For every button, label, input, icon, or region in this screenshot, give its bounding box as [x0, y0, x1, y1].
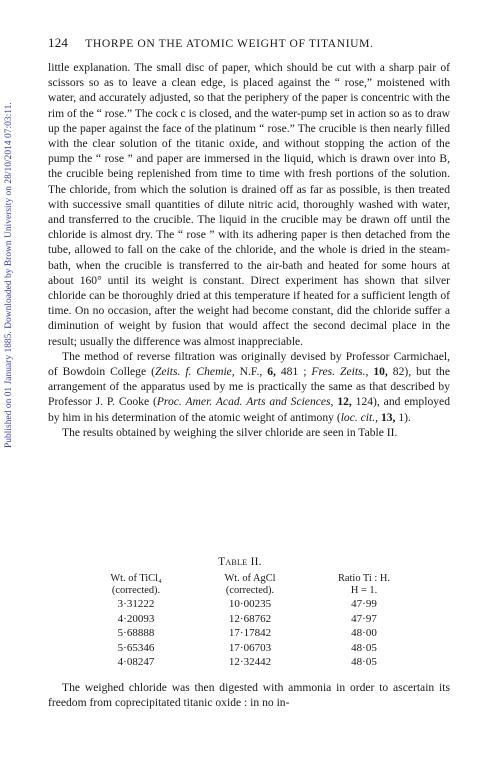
table-cell: 5·68888 — [117, 627, 155, 640]
results-table — [88, 573, 412, 670]
table-cell: 3·31222 — [117, 598, 155, 610]
running-header — [48, 35, 448, 51]
citation-volume: 12, — [337, 395, 352, 409]
table-cell: 12·68762 — [228, 612, 272, 625]
table-cell: 5·65346 — [117, 641, 155, 654]
text-run: The method of reverse filtration was originally devised by Professor Carmichael, of Bowdoin College ( — [48, 349, 450, 379]
text-run: 82), but the arrangement of the apparatus used by me is practically the same as that described by Professor J. P. Cooke ( — [48, 365, 450, 409]
table-cell: 48·05 — [351, 656, 377, 669]
table-header-row — [88, 573, 412, 597]
citation-volume: 13, — [380, 410, 396, 424]
table-cell: 48·05 — [351, 641, 377, 654]
paragraph-table-intro: The results obtained by weighing the silver chloride are seen in Table II. — [62, 425, 398, 439]
table-cell: 47·99 — [351, 598, 377, 610]
header-line: (corrected). — [225, 585, 275, 596]
header-line: H = 1. — [350, 585, 378, 596]
table-caption — [0, 556, 480, 568]
paragraph-procedure: little explanation. The small disc of paper, which should be cut with a sharp pair of scissors so as to leave a clean edge, is placed against the “ rose,” moistened with water, and accurately adjusted, so that the periphery of the paper is concentric with the rim of the “ rose.” The cock c is closed, and the water-pump set in action so as to draw up the paper against the face of the platinum “ rose.” The crucible is then nearly filled with the clear solution of the titanic oxide, and without stopping the action of the pump the “ rose ” and paper are immersed in the liquid, which is drawn over into B, the crucible being replenished from time to time with fresh portions of the solution. The chloride, from which the solution is drained off as far as possible, is then treated with successive small quantities of dilute nitric acid, thoroughly washed with water, and transferred to the crucible. The liquid in the crucible may be drawn off until the chloride is almost dry. The “ rose ” with its adhering paper is then detached from the tube, allowed to fall on the cake of the chloride, and the whole is dried in the steam-bath, when the crucible is transferred to the air-bath and heated for some hours at about 160° until its weight is constant. Direct experiment has shown that silver chloride can be thoroughly dried at this temperature if heated for a sufficient length of time. On no occasion, after the weight had become constant, did the chloride suffer a diminution of weight by fusion that would affect the second decimal place in the result; usually the difference was almost inappreciable. — [48, 61, 450, 348]
table-row — [88, 597, 412, 612]
header-line: Wt. of AgCl — [224, 573, 276, 584]
running-title: THORPE ON THE ATOMIC WEIGHT OF TITANIUM. — [85, 37, 374, 50]
page-number: 124 — [48, 35, 69, 50]
table-cell: 12·32442 — [228, 656, 272, 669]
table-row — [88, 641, 412, 656]
table-cell: 17·06703 — [228, 641, 272, 654]
column-header-ratio — [316, 573, 412, 597]
table-row — [88, 612, 412, 627]
citation-journal: loc. cit., — [340, 410, 379, 424]
table-cell: 17·17842 — [228, 627, 272, 640]
citation-volume: 10, — [373, 365, 388, 379]
download-notice: Published on 01 January 1885. Downloaded by Brown University on 28/10/2014 07:03:11. — [4, 102, 14, 448]
article-body-continued — [48, 680, 450, 710]
citation-journal: Fres. Zeits., — [311, 365, 369, 379]
table-caption-text: Table II. — [218, 556, 262, 568]
paragraph-method-history — [48, 349, 450, 425]
paragraph-digestion: The weighed chloride was then digested with ammonia in order to ascertain its freedom from coprecipitated titanic oxide : in no in- — [48, 681, 450, 710]
citation-volume: 6, — [267, 365, 276, 379]
text-run: 124), and employed by him in his determination of the atomic weight of antimony ( — [48, 395, 450, 424]
header-line: Ratio Ti : H. — [338, 573, 390, 584]
citation-journal: Zeits. f. Chemie, — [154, 365, 235, 379]
table-cell: 4·08247 — [117, 656, 155, 669]
header-line: Wt. of TiCl₄ — [110, 573, 162, 584]
column-header-agcl — [184, 573, 316, 597]
table-cell: 10·00235 — [228, 598, 272, 610]
table-cell: 47·97 — [351, 612, 377, 625]
table-row — [88, 655, 412, 670]
header-line: (corrected). — [111, 585, 161, 596]
table-cell: 4·20093 — [117, 612, 155, 625]
article-body — [48, 60, 450, 440]
text-run: N.F., — [234, 365, 268, 379]
text-run: 481 ; — [275, 365, 312, 379]
table-row — [88, 626, 412, 641]
table-cell: 48·00 — [351, 627, 377, 640]
text-run: 1). — [395, 410, 411, 424]
column-header-ticl4 — [88, 573, 184, 597]
citation-journal: Proc. Amer. Acad. Arts and Sciences, — [156, 395, 334, 409]
